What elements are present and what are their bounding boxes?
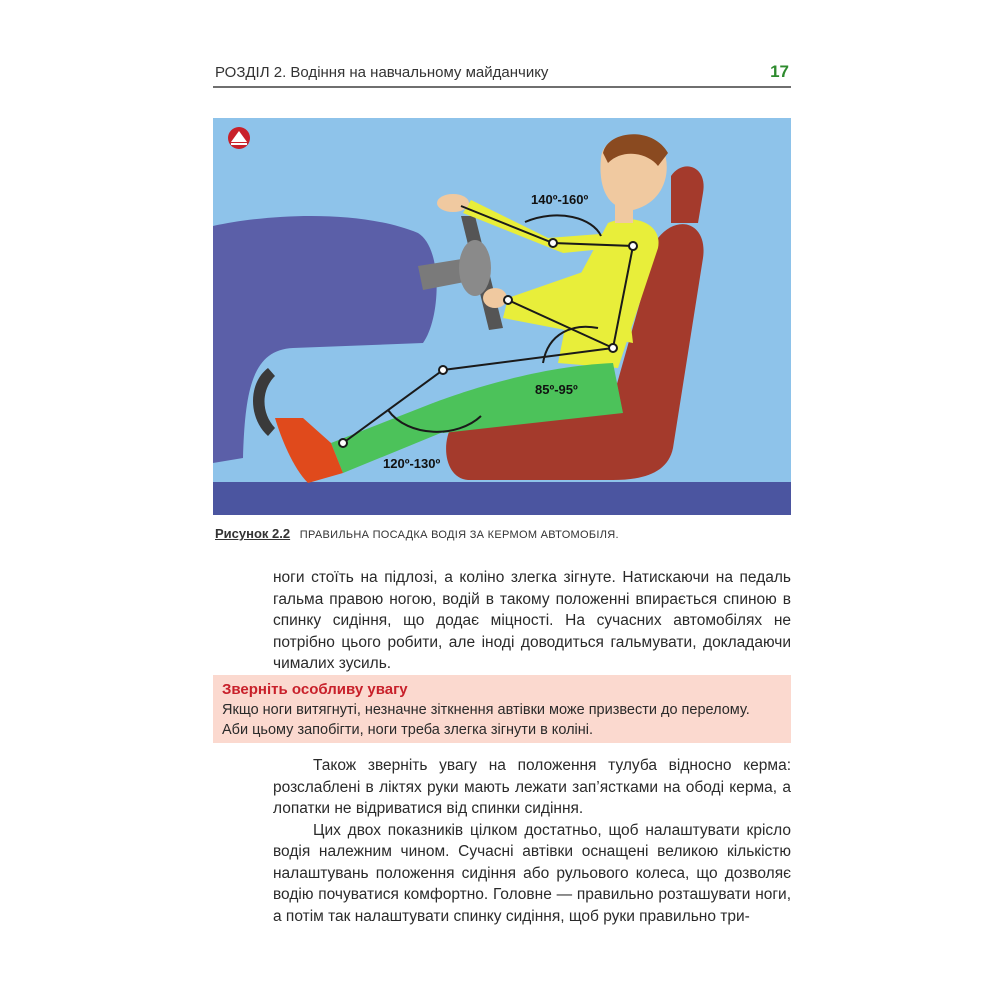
hip-angle-label: 85º-95º	[535, 382, 578, 397]
paragraph-1: ноги стоїть на підлозі, а коліно злегка зігнуте. Натискаючи на педаль гальма правою ногою, водій в такому положенні впирається спиною в спинку сидіння, що додає міцності. На сучасних автомобілях не потрібно цього робити, але іноді доводиться гальмувати, докладаючи чималих зусиль.	[273, 569, 791, 672]
headrest	[671, 166, 704, 223]
page-header	[213, 62, 791, 88]
caption-label: Рисунок 2.2	[215, 526, 291, 541]
paragraph-2: Також зверніть увагу на положення тулуба відносно керма: розслаблені в ліктях руки мають лежати зап’ястками на ободі керма, а лопатки не відриватися від спинки сидіння.	[273, 757, 791, 817]
figure-caption	[215, 526, 619, 541]
left-hand	[437, 194, 469, 212]
driver-posture-illustration	[213, 118, 791, 515]
arm-angle-label: 140º-160º	[531, 192, 589, 207]
page-number: 17	[770, 62, 789, 81]
paragraph-3: Цих двох показників цілком достатньо, щоб налаштувати крісло водія належним чином. Сучасні автівки оснащені великою кількістю налаштувань положення сидіння або рульового колеса, що дозволяє водію почуватися комфортно. Головне — правильно розташувати ноги, а потім так налаштувати спинку сидіння, щоб руки правильно три-	[273, 821, 791, 925]
caption-text: ПРАВИЛЬНА ПОСАДКА ВОДІЯ ЗА КЕРМОМ АВТОМОБІЛЯ.	[299, 529, 619, 541]
right-hand	[483, 288, 507, 308]
knee-angle-label: 120º-130º	[383, 456, 441, 471]
note-title: Зверніть особливу увагу	[222, 681, 408, 698]
floor	[213, 482, 791, 515]
body-text	[273, 755, 791, 927]
chapter-title: РОЗДІЛ 2. Водіння на навчальному майданчику	[215, 64, 549, 81]
publisher-logo-icon	[228, 127, 250, 149]
attention-note	[213, 675, 791, 743]
note-line-2: Аби цьому запобігти, ноги треба злегка зігнути в коліні.	[222, 722, 594, 738]
note-line-1: Якщо ноги витягнуті, незначне зіткнення автівки може призвести до перелому.	[222, 702, 750, 718]
